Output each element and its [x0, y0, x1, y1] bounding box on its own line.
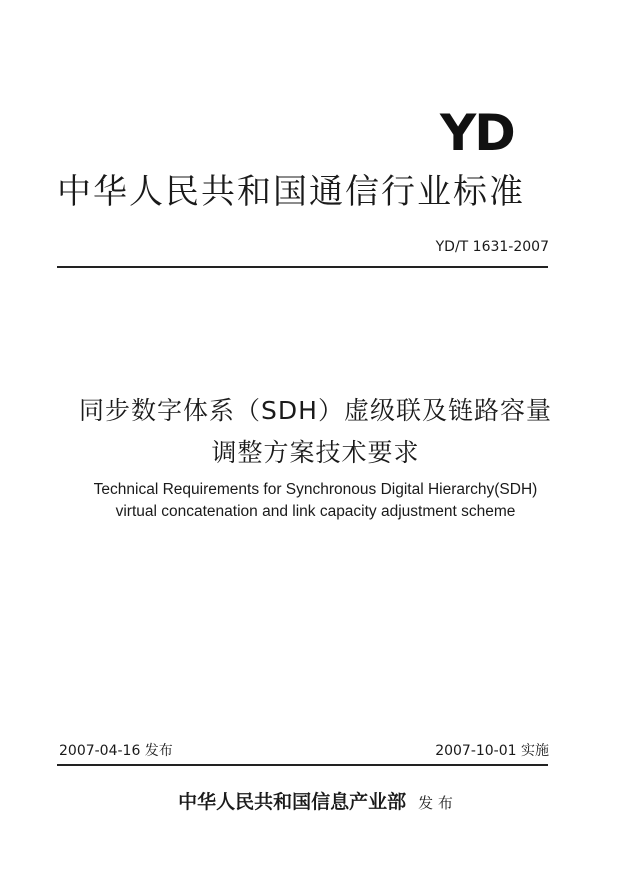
- publisher-name: 中华人民共和国信息产业部: [178, 791, 407, 813]
- standard-number: YD/T 1631-2007: [435, 239, 549, 255]
- document-title-chinese-line2: 调整方案技术要求: [211, 438, 420, 467]
- publisher: [0, 790, 631, 815]
- document-title-english-line1: Technical Requirements for Synchronous Digital Hierarchy(SDH): [93, 481, 538, 498]
- top-divider: [57, 266, 548, 268]
- organization-title: 中华人民共和国通信行业标准: [57, 172, 525, 212]
- document-title-english-line2: virtual concatenation and link capacity adjustment scheme: [115, 503, 516, 520]
- publisher-suffix: 发 布: [418, 794, 453, 812]
- bottom-divider: [57, 764, 548, 766]
- issue-date: 2007-04-16 发布: [59, 743, 173, 759]
- yd-logo: YD: [440, 104, 514, 162]
- document-title-chinese-line1: 同步数字体系（SDH）虚级联及链路容量: [79, 396, 552, 425]
- implementation-date: 2007-10-01 实施: [435, 743, 549, 759]
